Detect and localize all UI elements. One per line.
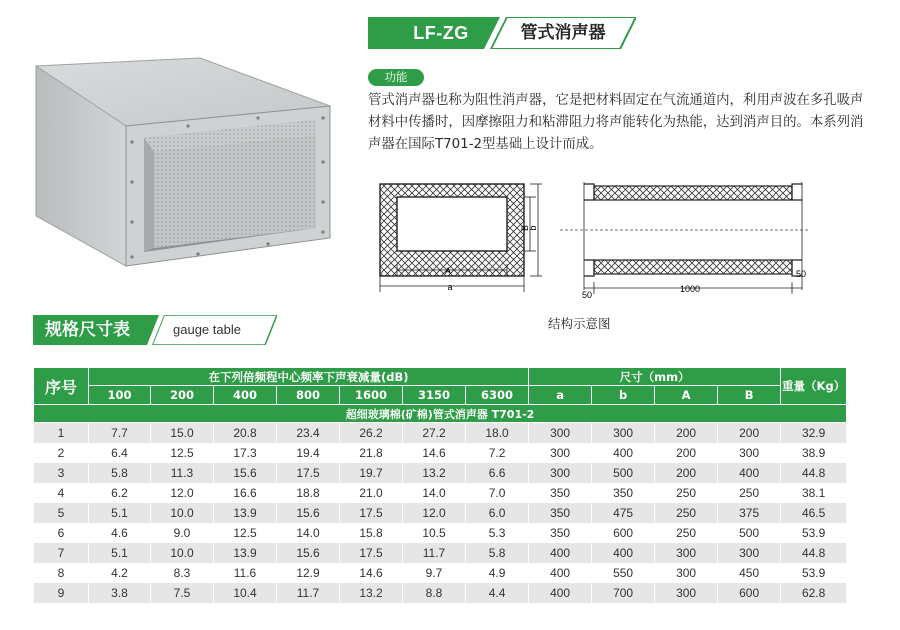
table-cell: 17.5 <box>340 543 403 563</box>
table-cell: 3 <box>34 463 89 483</box>
function-label: 功能 <box>368 69 424 86</box>
table-cell: 12.5 <box>151 443 214 463</box>
table-cell: 500 <box>592 463 655 483</box>
table-cell: 5.3 <box>466 523 529 543</box>
table-cell: 600 <box>718 583 781 603</box>
spec-rows <box>34 423 847 603</box>
table-cell: 300 <box>529 463 592 483</box>
table-cell: 6.0 <box>466 503 529 523</box>
table-cell: 350 <box>529 503 592 523</box>
table-row <box>34 443 847 463</box>
table-cell: 11.3 <box>151 463 214 483</box>
header-dim: B <box>718 386 781 405</box>
table-cell: 17.3 <box>214 443 277 463</box>
table-cell: 16.6 <box>214 483 277 503</box>
header-freq: 200 <box>151 386 214 405</box>
product-photo <box>28 52 348 272</box>
table-cell: 4.2 <box>89 563 151 583</box>
table-row <box>34 483 847 503</box>
table-cell: 14.6 <box>340 563 403 583</box>
dim-label-left-50: 50 <box>582 290 593 300</box>
header-size-group: 尺寸（mm） <box>529 368 781 386</box>
table-cell: 700 <box>592 583 655 603</box>
table-cell: 5 <box>34 503 89 523</box>
table-cell: 11.6 <box>214 563 277 583</box>
table-cell: 8.8 <box>403 583 466 603</box>
table-cell: 250 <box>718 483 781 503</box>
table-cell: 7.5 <box>151 583 214 603</box>
table-cell: 15.6 <box>214 463 277 483</box>
spec-title: 规格尺寸表 <box>45 320 130 340</box>
product-name: 管式消声器 <box>520 23 606 43</box>
product-title-banner <box>368 17 636 49</box>
table-cell: 12.5 <box>214 523 277 543</box>
table-cell: 9.0 <box>151 523 214 543</box>
table-cell: 14.0 <box>277 523 340 543</box>
table-cell: 4.4 <box>466 583 529 603</box>
table-cell: 18.0 <box>466 423 529 443</box>
table-cell: 300 <box>655 563 718 583</box>
table-cell: 200 <box>655 423 718 443</box>
table-cell: 7.0 <box>466 483 529 503</box>
header-dim: A <box>655 386 718 405</box>
header-freq: 800 <box>277 386 340 405</box>
table-cell: 12.9 <box>277 563 340 583</box>
header-freq: 100 <box>89 386 151 405</box>
table-cell: 400 <box>592 443 655 463</box>
table-cell: 6.4 <box>89 443 151 463</box>
table-cell: 600 <box>592 523 655 543</box>
table-cell: 19.4 <box>277 443 340 463</box>
table-cell: 8 <box>34 563 89 583</box>
table-cell: 6.6 <box>466 463 529 483</box>
header-attenuation-group: 在下列倍频程中心频率下声衰减量(dB) <box>89 368 529 386</box>
table-cell: 375 <box>718 503 781 523</box>
table-cell: 10.4 <box>214 583 277 603</box>
table-cell: 44.8 <box>781 463 847 483</box>
table-cell: 200 <box>655 443 718 463</box>
header-weight: 重量（Kg） <box>781 368 847 405</box>
table-cell: 400 <box>718 463 781 483</box>
table-cell: 2 <box>34 443 89 463</box>
table-cell: 7.2 <box>466 443 529 463</box>
table-cell: 23.4 <box>277 423 340 443</box>
table-cell: 11.7 <box>403 543 466 563</box>
table-cell: 6.2 <box>89 483 151 503</box>
table-cell: 300 <box>655 583 718 603</box>
table-cell: 400 <box>529 563 592 583</box>
table-cell: 17.5 <box>277 463 340 483</box>
table-cell: 5.8 <box>89 463 151 483</box>
header-dim: b <box>592 386 655 405</box>
table-cell: 38.9 <box>781 443 847 463</box>
table-cell: 300 <box>529 423 592 443</box>
table-cell: 500 <box>718 523 781 543</box>
table-cell: 21.8 <box>340 443 403 463</box>
table-cell: 14.0 <box>403 483 466 503</box>
header-index: 序号 <box>34 368 89 405</box>
table-cell: 15.8 <box>340 523 403 543</box>
table-cell: 38.1 <box>781 483 847 503</box>
spec-subtitle: gauge table <box>173 322 241 337</box>
table-cell: 32.9 <box>781 423 847 443</box>
table-cell: 6 <box>34 523 89 543</box>
table-cell: 62.8 <box>781 583 847 603</box>
header-freq: 6300 <box>466 386 529 405</box>
spec-heading <box>33 315 277 345</box>
table-cell: 13.9 <box>214 503 277 523</box>
table-row <box>34 543 847 563</box>
table-cell: 12.0 <box>403 503 466 523</box>
header-freq: 3150 <box>403 386 466 405</box>
table-cell: 26.2 <box>340 423 403 443</box>
table-cell: 9 <box>34 583 89 603</box>
table-cell: 21.0 <box>340 483 403 503</box>
table-row <box>34 423 847 443</box>
table-cell: 13.9 <box>214 543 277 563</box>
dim-label-length: 1000 <box>679 284 701 294</box>
table-cell: 15.0 <box>151 423 214 443</box>
table-cell: 15.6 <box>277 543 340 563</box>
table-cell: 4 <box>34 483 89 503</box>
table-cell: 8.3 <box>151 563 214 583</box>
structure-diagram <box>370 172 810 312</box>
table-cell: 5.8 <box>466 543 529 563</box>
table-cell: 14.6 <box>403 443 466 463</box>
table-cell: 450 <box>718 563 781 583</box>
table-row <box>34 503 847 523</box>
function-description: 管式消声器也称为阻性消声器，它是把材料固定在气流通道内，利用声波在多孔吸声材料中传播时，因摩擦阻力和粘滞阻力将声能转化为热能，达到消声目的。本系列消声器在国际T701-2型基础上设计而成。 <box>368 93 864 152</box>
spec-table <box>33 367 847 603</box>
dim-label-B: B <box>520 224 530 232</box>
table-cell: 350 <box>592 483 655 503</box>
table-cell: 44.8 <box>781 543 847 563</box>
table-cell: 19.7 <box>340 463 403 483</box>
table-cell: 4.9 <box>466 563 529 583</box>
table-cell: 1 <box>34 423 89 443</box>
table-cell: 250 <box>655 503 718 523</box>
table-cell: 4.6 <box>89 523 151 543</box>
table-cell: 15.6 <box>277 503 340 523</box>
table-cell: 18.8 <box>277 483 340 503</box>
table-cell: 400 <box>592 543 655 563</box>
table-cell: 10.0 <box>151 503 214 523</box>
table-cell: 53.9 <box>781 523 847 543</box>
table-cell: 250 <box>655 483 718 503</box>
product-model: LF-ZG <box>413 23 469 43</box>
table-cell: 300 <box>718 443 781 463</box>
table-cell: 350 <box>529 523 592 543</box>
table-cell: 27.2 <box>403 423 466 443</box>
table-cell: 400 <box>529 583 592 603</box>
table-cell: 475 <box>592 503 655 523</box>
table-cell: 7.7 <box>89 423 151 443</box>
series-label: 超细玻璃棉(矿棉)管式消声器 T701-2 <box>34 405 847 423</box>
table-row <box>34 523 847 543</box>
table-cell: 300 <box>655 543 718 563</box>
table-cell: 11.7 <box>277 583 340 603</box>
table-cell: 200 <box>718 423 781 443</box>
table-cell: 550 <box>592 563 655 583</box>
header-dim: a <box>529 386 592 405</box>
table-cell: 53.9 <box>781 563 847 583</box>
table-row <box>34 583 847 603</box>
dim-label-a: a <box>447 282 453 292</box>
table-cell: 350 <box>529 483 592 503</box>
table-cell: 10.5 <box>403 523 466 543</box>
table-cell: 3.8 <box>89 583 151 603</box>
table-cell: 250 <box>655 523 718 543</box>
table-cell: 300 <box>718 543 781 563</box>
table-cell: 400 <box>529 543 592 563</box>
table-row <box>34 563 847 583</box>
table-cell: 20.8 <box>214 423 277 443</box>
dim-label-A: A <box>444 266 452 276</box>
table-cell: 13.2 <box>403 463 466 483</box>
dim-label-right-50: 50 <box>796 269 807 279</box>
table-cell: 9.7 <box>403 563 466 583</box>
table-cell: 12.0 <box>151 483 214 503</box>
table-cell: 300 <box>529 443 592 463</box>
dim-label-b: b <box>528 225 538 231</box>
table-cell: 5.1 <box>89 543 151 563</box>
table-cell: 5.1 <box>89 503 151 523</box>
header-freq: 1600 <box>340 386 403 405</box>
table-cell: 13.2 <box>340 583 403 603</box>
table-cell: 46.5 <box>781 503 847 523</box>
table-row <box>34 463 847 483</box>
table-cell: 10.0 <box>151 543 214 563</box>
table-cell: 200 <box>655 463 718 483</box>
header-freq: 400 <box>214 386 277 405</box>
table-cell: 7 <box>34 543 89 563</box>
table-cell: 17.5 <box>340 503 403 523</box>
table-cell: 300 <box>592 423 655 443</box>
cross-section <box>380 184 542 292</box>
longitudinal-section <box>560 182 810 294</box>
diagram-caption: 结构示意图 <box>548 316 611 331</box>
